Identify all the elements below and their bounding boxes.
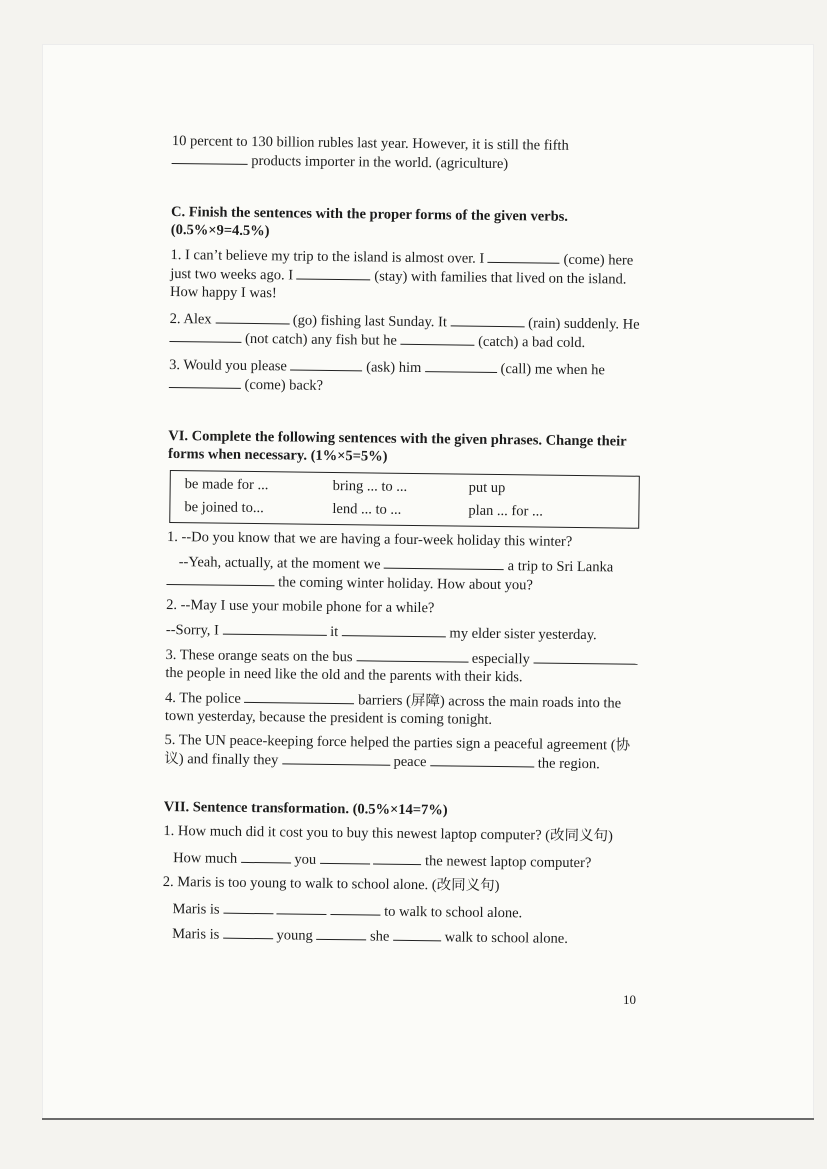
phrase-item: bring ... to ...	[332, 477, 408, 495]
phrase-item: put up	[468, 479, 506, 497]
vi-q1-line2: --Yeah, actually, at the moment we a trip to Sri Lanka	[178, 554, 614, 576]
answer-blank[interactable]	[430, 752, 534, 767]
answer-blank[interactable]	[241, 849, 291, 864]
vii-q2-line1: 2. Maris is too young to walk to school alone. (改同义句)	[162, 873, 500, 895]
answer-blank[interactable]	[277, 900, 327, 915]
answer-blank[interactable]	[384, 555, 504, 570]
c-q2-line1: 2. Alex (go) fishing last Sunday. It (rain) suddenly. He	[169, 310, 640, 333]
vi-q4-line1: 4. The police barriers (屏障) across the main roads into the	[164, 689, 622, 712]
vi-q3-line1: 3. These orange seats on the bus especially	[166, 645, 646, 670]
c-q1-line2: just two weeks ago. I (stay) with families that lived on the island.	[170, 265, 627, 288]
page-edge	[42, 1118, 814, 1120]
phrase-box	[169, 470, 640, 529]
vi-q5-line1: 5. The UN peace-keeping force helped the parties sign a peaceful agreement (协	[164, 731, 631, 754]
answer-blank[interactable]	[330, 901, 380, 916]
answer-blank[interactable]	[400, 331, 474, 346]
section-c-title: C. Finish the sentences with the proper forms of the given verbs.	[170, 203, 569, 225]
c-q3-line2: (come) back?	[169, 374, 649, 399]
vi-q1-line1: 1. --Do you know that we are having a four-week holiday this winter?	[166, 528, 573, 550]
section-vii-title: VII. Sentence transformation. (0.5%×14=7%)	[163, 798, 448, 819]
vi-q5-line2: 议) and finally they peace the region.	[164, 750, 600, 773]
intro-line-1: 10 percent to 130 billion rubles last year. However, it is still the fifth	[171, 132, 569, 154]
section-vi-title-2: forms when necessary. (1%×5=5%)	[167, 445, 388, 465]
vii-q1-line2: How much you the newest laptop computer?	[173, 850, 592, 872]
answer-blank[interactable]	[356, 647, 468, 662]
answer-blank[interactable]	[244, 689, 354, 704]
vi-q2-line2: --Sorry, I it my elder sister yesterday.	[165, 621, 597, 644]
answer-blank[interactable]	[425, 358, 497, 373]
vi-q3-line2: the people in need like the old and the parents with their kids.	[165, 664, 523, 686]
vi-q2-line1: 2. --May I use your mobile phone for a while?	[166, 596, 435, 617]
phrase-item: be made for ...	[184, 476, 269, 494]
answer-blank[interactable]	[488, 249, 560, 264]
answer-blank[interactable]	[282, 750, 390, 765]
page-number: 10	[623, 992, 636, 1007]
phrase-item: lend ... to ...	[332, 500, 402, 518]
answer-blank[interactable]	[373, 851, 421, 866]
answer-blank[interactable]	[297, 266, 371, 281]
answer-blank[interactable]	[342, 622, 446, 637]
answer-blank[interactable]	[533, 649, 637, 664]
vii-q2-line3: Maris is young she walk to school alone.	[172, 926, 568, 947]
answer-blank[interactable]	[393, 927, 441, 942]
answer-blank[interactable]	[223, 621, 327, 636]
answer-blank[interactable]	[215, 310, 289, 325]
answer-blank[interactable]	[166, 571, 274, 586]
answer-blank[interactable]	[316, 926, 366, 941]
answer-blank[interactable]	[451, 312, 525, 327]
answer-blank[interactable]	[320, 850, 370, 865]
vii-q2-line2: Maris is to walk to school alone.	[172, 901, 523, 922]
answer-blank[interactable]	[169, 328, 241, 343]
answer-blank[interactable]	[169, 374, 241, 389]
c-q2-line2: (not catch) any fish but he (catch) a bad cold.	[169, 328, 649, 353]
c-q1-line3: How happy I was!	[169, 283, 277, 302]
c-q1-line1: 1. I can’t believe my trip to the island is almost over. I (come) here	[170, 246, 634, 269]
answer-blank[interactable]	[223, 925, 273, 940]
section-c-score: (0.5%×9=4.5%)	[170, 221, 270, 240]
intro-line-2: products importer in the world. (agriculture)	[172, 150, 652, 175]
section-vi-title: VI. Complete the following sentences with the given phrases. Change their	[168, 427, 627, 450]
c-q3-line1: 3. Would you please (ask) him (call) me when he	[169, 356, 605, 379]
answer-blank[interactable]	[172, 150, 248, 165]
answer-blank[interactable]	[291, 356, 363, 371]
phrase-item: be joined to...	[184, 499, 264, 517]
worksheet-content	[162, 132, 652, 949]
answer-blank[interactable]	[223, 900, 273, 915]
vi-q1-line3: the coming winter holiday. How about you?	[166, 571, 646, 596]
vi-q4-line2: town yesterday, because the president is coming tonight.	[164, 707, 493, 728]
vii-q1-line1: 1. How much did it cost you to buy this newest laptop computer? (改同义句)	[163, 822, 613, 845]
phrase-item: plan ... for ...	[468, 502, 543, 520]
